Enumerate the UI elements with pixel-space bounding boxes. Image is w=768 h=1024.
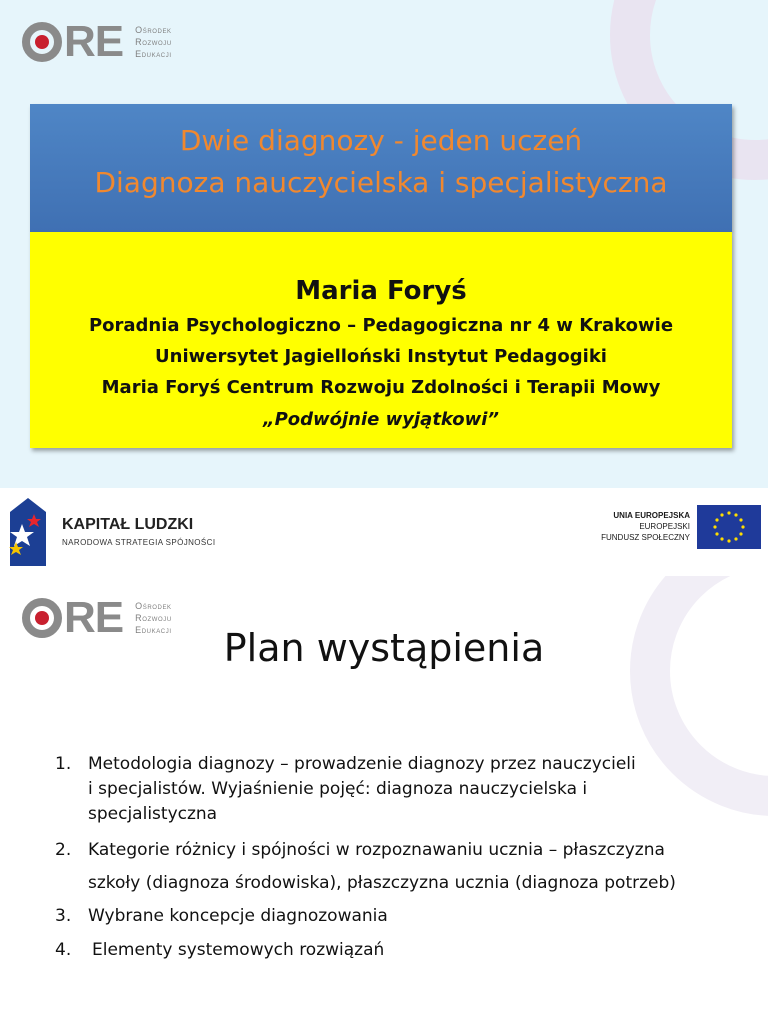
list-item-text (88, 904, 748, 929)
ore-logo-line1: Ośrodek (135, 25, 172, 35)
list-item-number: 2. (55, 840, 72, 860)
title-line-1: Dwie diagnozy - jeden uczeń (179, 124, 583, 157)
ore-logo-text (135, 24, 172, 60)
author-affiliation-4: „Podwójnie wyjątkowi” (262, 409, 500, 430)
eu-line-2: EUROPEJSKI (639, 522, 690, 531)
list-item-number: 3. (55, 906, 72, 926)
ore-logo-line2: Rozwoju (135, 613, 172, 623)
author-affiliation-1: Poradnia Psychologiczno – Pedagogiczna nr 4 w Krakowie (88, 315, 674, 336)
title-box (30, 104, 732, 232)
list-item-line: Metodologia diagnozy – prowadzenie diagnozy przez nauczycieli (88, 754, 636, 774)
eu-flag-icon (697, 505, 761, 549)
eu-line-1: UNIA EUROPEJSKA (613, 511, 690, 520)
kapital-ludzki-title: KAPITAŁ LUDZKI (62, 516, 194, 533)
ore-logo-line3: Edukacji (135, 625, 172, 635)
list-item-text (88, 838, 748, 896)
eu-text (601, 510, 690, 543)
list-item-line: szkoły (diagnoza środowiska), płaszczyzna ucznia (diagnoza potrzeb) (88, 873, 676, 893)
ore-logo-letters: RE (64, 17, 124, 66)
author-box (30, 232, 732, 448)
kapital-ludzki-subtitle: NARODOWA STRATEGIA SPÓJNOŚCI (62, 538, 216, 547)
title-line-2: Diagnoza nauczycielska i specjalistyczna (94, 166, 668, 199)
ore-logo-line3: Edukacji (135, 49, 172, 59)
funding-footer (0, 488, 768, 576)
ore-logo-line1: Ośrodek (135, 601, 172, 611)
author-name: Maria Foryś (295, 276, 467, 306)
list-item-line: Kategorie różnicy i spójności w rozpoznawaniu ucznia – płaszczyzna (88, 840, 665, 860)
list-item-line: Wybrane koncepcje diagnozowania (88, 906, 388, 926)
list-item-text (88, 752, 748, 827)
plan-slide (0, 576, 768, 1024)
list-item-line: Elementy systemowych rozwiązań (92, 940, 385, 960)
eu-line-3: FUNDUSZ SPOŁECZNY (601, 533, 690, 542)
ore-logo-letters: RE (64, 593, 124, 642)
ore-logo-line2: Rozwoju (135, 37, 172, 47)
plan-title: Plan wystąpienia (223, 626, 545, 670)
kapital-ludzki-star-icon (6, 496, 50, 568)
ore-logo-circle-icon (22, 22, 62, 62)
author-affiliation-2: Uniwersytet Jagielloński Instytut Pedagogiki (155, 346, 607, 367)
list-item-number: 4. (55, 940, 72, 960)
list-item-line: specjalistyczna (88, 804, 218, 824)
list-item-text (88, 938, 748, 963)
author-affiliation-3: Maria Foryś Centrum Rozwoju Zdolności i Terapii Mowy (101, 377, 661, 398)
ore-logo (22, 17, 172, 66)
list-item-number: 1. (55, 754, 72, 774)
list-item-line: i specjalistów. Wyjaśnienie pojęć: diagnoza nauczycielska i (88, 779, 588, 799)
